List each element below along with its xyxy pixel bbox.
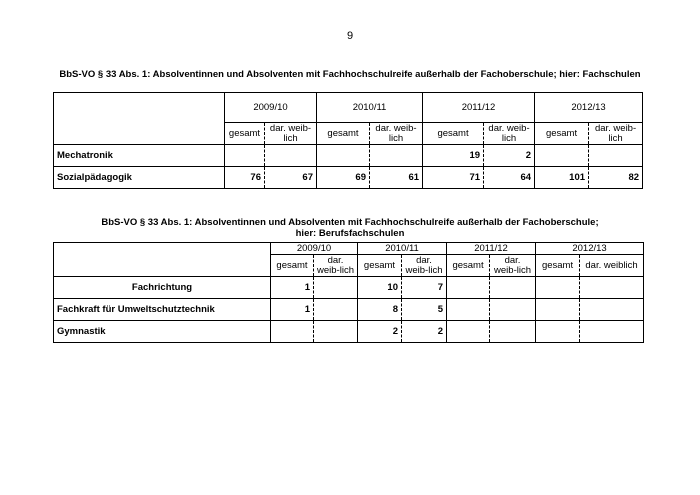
cell-value: 76	[225, 167, 265, 189]
row-label: Fachkraft für Umweltschutztechnik	[54, 299, 271, 321]
cell-value: 7	[402, 277, 447, 299]
cell-value: 71	[423, 167, 484, 189]
table-row	[54, 321, 644, 343]
table2-title	[0, 217, 700, 239]
table1-corner	[54, 93, 225, 145]
cell-value	[370, 145, 423, 167]
cell-value	[447, 321, 490, 343]
table1-sub-female: dar. weib-lich	[265, 123, 317, 145]
row-label: Fachrichtung	[54, 277, 271, 299]
cell-value: 1	[271, 299, 314, 321]
table-row	[54, 299, 644, 321]
table1-year-header: 2012/13	[535, 93, 643, 123]
cell-value	[447, 299, 490, 321]
cell-value	[314, 299, 358, 321]
table2-sub-female: dar. weib-lich	[490, 255, 536, 277]
table1-sub-total: gesamt	[535, 123, 589, 145]
cell-value	[580, 299, 644, 321]
table-row	[54, 145, 643, 167]
cell-value	[580, 277, 644, 299]
row-label: Mechatronik	[54, 145, 225, 167]
cell-value	[265, 145, 317, 167]
table2-title-line2: hier: Berufsfachschulen	[295, 228, 405, 239]
table2-sub-total: gesamt	[447, 255, 490, 277]
table1-title: BbS-VO § 33 Abs. 1: Absolventinnen und Absolventen mit Fachhochschulreife außerhalb der Fachoberschule; hier: Fachschulen	[59, 69, 641, 80]
table2-sub-total: gesamt	[536, 255, 580, 277]
cell-value: 101	[535, 167, 589, 189]
table2-year-header: 2011/12	[447, 243, 536, 255]
table2-sub-female: dar. weiblich	[580, 255, 644, 277]
cell-value: 19	[423, 145, 484, 167]
table1-sub-female: dar. weib-lich	[484, 123, 535, 145]
row-label: Sozialpädagogik	[54, 167, 225, 189]
cell-value	[447, 277, 490, 299]
cell-value: 1	[271, 277, 314, 299]
table1-year-header: 2010/11	[317, 93, 423, 123]
table1-year-header: 2009/10	[225, 93, 317, 123]
cell-value: 61	[370, 167, 423, 189]
cell-value: 8	[358, 299, 402, 321]
table-row	[54, 277, 644, 299]
table2-title-line1: BbS-VO § 33 Abs. 1: Absolventinnen und Absolventen mit Fachhochschulreife außerhalb der Fachoberschule;	[101, 217, 599, 228]
cell-value	[314, 321, 358, 343]
cell-value	[490, 299, 536, 321]
cell-value: 10	[358, 277, 402, 299]
cell-value	[536, 277, 580, 299]
table1-year-header: 2011/12	[423, 93, 535, 123]
table-row	[54, 167, 643, 189]
cell-value: 2	[484, 145, 535, 167]
cell-value	[580, 321, 644, 343]
cell-value	[535, 145, 589, 167]
table2-corner	[54, 243, 271, 277]
cell-value	[536, 299, 580, 321]
cell-value	[271, 321, 314, 343]
table2-year-header: 2012/13	[536, 243, 644, 255]
cell-value: 64	[484, 167, 535, 189]
cell-value: 2	[402, 321, 447, 343]
table2-sub-total: gesamt	[271, 255, 314, 277]
cell-value: 69	[317, 167, 370, 189]
fachschulen-table	[53, 92, 643, 189]
table2-year-header: 2009/10	[271, 243, 358, 255]
row-label: Gymnastik	[54, 321, 271, 343]
table2-sub-female: dar. weib-lich	[314, 255, 358, 277]
cell-value	[536, 321, 580, 343]
table1-sub-female: dar. weib-lich	[370, 123, 423, 145]
cell-value	[225, 145, 265, 167]
table1-sub-total: gesamt	[317, 123, 370, 145]
berufsfachschulen-table	[53, 242, 644, 343]
table2-sub-female: dar. weib-lich	[402, 255, 447, 277]
cell-value: 82	[589, 167, 643, 189]
cell-value	[589, 145, 643, 167]
table2-year-header: 2010/11	[358, 243, 447, 255]
cell-value: 2	[358, 321, 402, 343]
cell-value	[317, 145, 370, 167]
cell-value	[314, 277, 358, 299]
page-number: 9	[346, 30, 354, 42]
cell-value	[490, 321, 536, 343]
table1-sub-total: gesamt	[423, 123, 484, 145]
table2-sub-total: gesamt	[358, 255, 402, 277]
table1-sub-total: gesamt	[225, 123, 265, 145]
table1-sub-female: dar. weib-lich	[589, 123, 643, 145]
cell-value: 5	[402, 299, 447, 321]
cell-value	[490, 277, 536, 299]
cell-value: 67	[265, 167, 317, 189]
